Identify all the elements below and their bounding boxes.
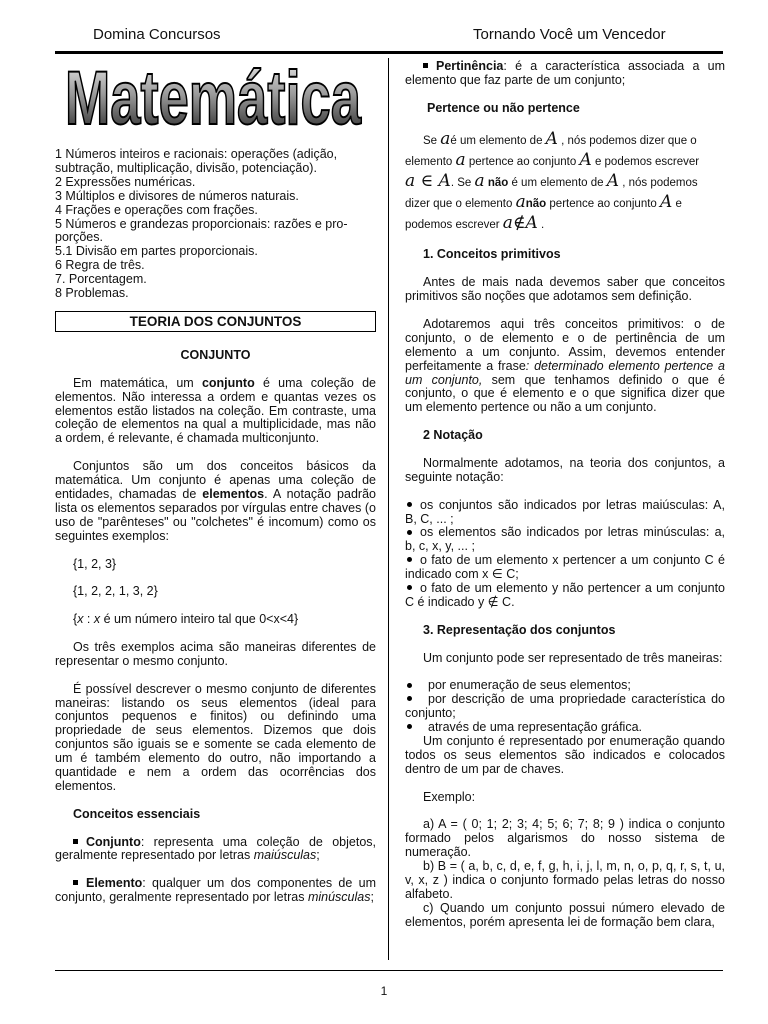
- notation-item: os elementos são indicados por letras minúsculas: a, b, c, x, y, ... ;: [405, 525, 725, 554]
- example-set: {1, 2, 2, 1, 3, 2}: [73, 584, 158, 599]
- topics-list: [55, 148, 376, 301]
- notation-item: o fato de um elemento x pertencer a um conjunto C é indicado com x ∈ C;: [405, 553, 725, 582]
- example-set: {1, 2, 3}: [73, 556, 117, 571]
- header-left-title: Domina Concursos: [93, 26, 221, 43]
- logo-text: Matemática: [65, 60, 362, 138]
- topic-line: 8 Problemas.: [55, 286, 129, 301]
- header-right-slogan: Tornando Você um Vencedor: [473, 26, 666, 43]
- topic-line: 2 Expressões numéricas.: [55, 174, 196, 189]
- paragraph: Um conjunto é representado por enumeração quando todos os seus elementos são indicados e colocados dentro de um par de chaves.: [405, 733, 725, 776]
- section-heading: 2 Notação: [423, 428, 483, 443]
- topic-line: 7. Porcentagem.: [55, 272, 147, 287]
- paragraph: Normalmente adotamos, na teoria dos conjuntos, a seguinte notação:: [405, 455, 725, 484]
- topic-line: 4 Frações e operações com frações.: [55, 202, 258, 217]
- bullet-icon: [407, 724, 412, 729]
- left-column: [55, 60, 376, 905]
- topic-line: 3 Múltiplos e divisores de números naturais.: [55, 188, 299, 203]
- bullet-icon: [407, 530, 412, 535]
- example-set: {x : x é um número inteiro tal que 0<x<4}: [73, 612, 299, 627]
- conjunto-heading: CONJUNTO: [180, 347, 251, 362]
- matematica-logo: [63, 60, 376, 138]
- footer-rule: [55, 970, 723, 971]
- example-item: b) B = ( a, b, c, d, e, f, g, h, i, j, l, m, n, o, p, q, r, s, t, u, v, x, z ) indica o conjunto formado pelas letras do nosso alfabeto.: [405, 859, 725, 901]
- example-item: c) Quando um conjunto possui número elevado de elementos, porém apresenta lei de formação bem clara,: [405, 900, 725, 929]
- bullet-icon: [407, 585, 412, 590]
- header-rule: [55, 51, 723, 54]
- paragraph: Conjuntos são um dos conceitos básicos da matemática. Um conjunto é apenas uma coleção de entidades, chamadas de elementos. A notação padrão lista os elementos separados por vírgulas entre chaves (o uso de "parênteses" ou "colchetes" é incomum) como os seguintes exemplos:: [55, 459, 376, 543]
- square-bullet-icon: [423, 63, 428, 68]
- topic-line: subtração, multiplicação, divisão, potenciação).: [55, 160, 317, 175]
- column-divider: [388, 58, 389, 960]
- paragraph: Um conjunto pode ser representado de três maneiras:: [423, 650, 723, 665]
- section-heading: 3. Representação dos conjuntos: [423, 622, 616, 637]
- topic-line: porções.: [55, 230, 103, 245]
- paragraph: Antes de mais nada devemos saber que conceitos primitivos são noções que adotamos sem definição.: [405, 275, 725, 304]
- paragraph: Os três exemplos acima são maneiras diferentes de representar o mesmo conjunto.: [55, 639, 376, 668]
- notation-item: os conjuntos são indicados por letras maiúsculas: A, B, C, ... ;: [405, 497, 725, 526]
- paragraph: Em matemática, um conjunto é uma coleção de elementos. Não interessa a ordem e quantas vezes os elementos estão listados na coleção. Em contraste, uma coleção de elementos na qual a multiplicidade, mas não a ordem, é relevante, é chamada multiconjunto.: [55, 375, 376, 446]
- concept-item: Pertinência: é a característica associada a um elemento que faz parte de um conjunto;: [405, 59, 725, 87]
- bullet-icon: [407, 683, 412, 688]
- representation-item: por enumeração de seus elementos;: [405, 679, 725, 693]
- bullet-icon: [407, 696, 412, 701]
- representation-item: através de uma representação gráfica.: [405, 721, 725, 735]
- example-item: a) A = ( 0; 1; 2; 3; 4; 5; 6; 7; 8; 9 ) indica o conjunto formado pelos algarismos do nosso sistema de numeração.: [405, 817, 725, 860]
- square-bullet-icon: [73, 839, 78, 844]
- concept-item: Elemento: qualquer um dos componentes de um conjunto, geralmente representado por letras minúsculas;: [55, 876, 376, 905]
- paragraph: Adotaremos aqui três conceitos primitivos: o de conjunto, o de elemento e o de pertinência de um elemento a um conjunto. Assim, devemos entender perfeitamente a frase: determinado elemento pertence a um conjunto, sem que tenhamos definido o que é conjunto, o que é elemento e o que significa dizer que um elemento pertence ou não a um conjunto.: [405, 316, 726, 415]
- square-bullet-icon: [73, 880, 78, 885]
- section-title-box: TEORIA DOS CONJUNTOS: [55, 311, 376, 332]
- topic-line: 6 Regra de três.: [55, 258, 145, 273]
- topic-line: 1 Números inteiros e racionais: operações (adição,: [55, 147, 338, 161]
- topic-line: 5 Números e grandezas proporcionais: razões e pro-: [55, 216, 348, 231]
- pertence-heading: Pertence ou não pertence: [427, 100, 580, 115]
- concept-item: Conjunto: representa uma coleção de objetos, geralmente representado por letras maiúsculas;: [55, 834, 376, 863]
- notation-item: o fato de um elemento y não pertencer a um conjunto C é indicado y ∉ C.: [405, 581, 725, 609]
- page-number: 1: [380, 984, 388, 998]
- essenciais-heading: Conceitos essenciais: [73, 806, 201, 821]
- example-label: Exemplo:: [423, 789, 476, 804]
- representation-item: por descrição de uma propriedade característica do conjunto;: [405, 692, 725, 721]
- bullet-icon: [407, 502, 412, 507]
- paragraph: É possível descrever o mesmo conjunto de diferentes maneiras: listando os seus elementos (ideal para conjuntos pequenos e finitos) ou definindo uma propriedade de seus elementos. Dizemos que dois conjuntos são iguais se e somente se cada elemento de um é também elemento do outro, não importando a quantidade e nem a ordem das ocorrências dos elementos.: [55, 681, 376, 793]
- bullet-icon: [407, 557, 412, 562]
- right-column: [405, 60, 725, 930]
- topic-line: 5.1 Divisão em partes proporcionais.: [55, 244, 258, 259]
- pertence-explanation: Se aé um elemento de A , nós podemos dizer que o elemento a pertence ao conjunto A e podemos escrever a ∈ A. Se a não é um elemento de A , nós podemos dizer que o elemento anão pertence ao conjunto A e podemos escrever a∉A .: [405, 128, 700, 233]
- section-heading: 1. Conceitos primitivos: [423, 247, 561, 262]
